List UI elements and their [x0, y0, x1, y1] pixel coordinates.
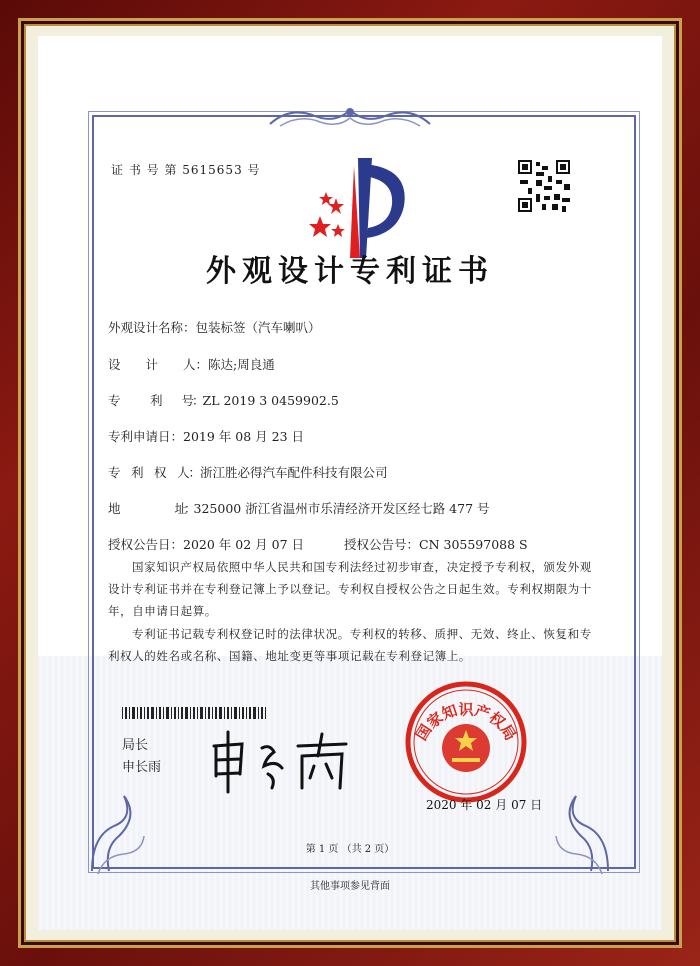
field-patentee	[108, 463, 388, 481]
field-grant-date	[108, 535, 304, 553]
field-grant-number	[344, 535, 528, 553]
barcode	[122, 707, 268, 719]
field-label: 授权公告日：	[108, 537, 184, 552]
field-value: 2020 年 02 月 07 日	[183, 537, 305, 552]
field-address	[108, 499, 490, 517]
field-value: 2019 年 08 月 23 日	[183, 429, 305, 444]
top-ornament-icon	[260, 102, 440, 132]
field-patent-number	[108, 391, 339, 409]
field-application-date	[108, 427, 304, 445]
seal-date: 2020 年 02 月 07 日	[426, 798, 543, 812]
corner-ornament-icon	[84, 776, 154, 876]
field-value: 325000 浙江省温州市乐清经济开发区经七路 477 号	[193, 501, 490, 516]
handwritten-signature	[206, 726, 356, 796]
field-value: ZL 2019 3 0459902.5	[202, 393, 339, 408]
footer-note: 其他事项参见背面	[310, 881, 390, 892]
field-label: 授权公告号：	[344, 537, 420, 552]
page-number: 第 1 页 （共 2 页）	[305, 844, 395, 855]
field-label: 外观设计名称：	[108, 320, 196, 335]
certificate-number: 证 书 号 第 5615653 号	[111, 163, 261, 177]
field-value: CN 305597088 S	[419, 537, 528, 552]
field-label: 地 址：	[108, 501, 194, 516]
signer-name: 申长雨	[122, 760, 162, 775]
field-label: 设 计 人：	[108, 357, 209, 372]
seal-text: 国家知识产权局	[412, 700, 520, 744]
certificate-title: 外观设计专利证书	[206, 254, 494, 289]
field-value: 浙江胜必得汽车配件科技有限公司	[200, 465, 388, 480]
field-designer	[108, 355, 275, 373]
certificate-paper	[38, 36, 662, 930]
signer-title: 局长	[122, 738, 149, 753]
corner-ornament-icon	[546, 776, 616, 876]
field-value: 包装标签（汽车喇叭）	[195, 320, 321, 335]
body-paragraph-1: 国家知识产权局依照中华人民共和国专利法经过初步审查，决定授予专利权，颁发外观设计专利证书并在专利登记簿上予以登记。专利权自授权公告之日起生效。专利权期限为十年，自申请日起算。	[108, 560, 592, 618]
field-label: 专 利 号：	[108, 393, 203, 408]
official-seal	[404, 680, 528, 804]
body-paragraph-2: 专利证书记载专利权登记时的法律状况。专利权的转移、质押、无效、终止、恢复和专利权人的姓名或名称、国籍、地址变更等事项记载在专利登记簿上。	[108, 627, 592, 663]
field-value: 陈达;周良通	[208, 357, 275, 372]
qr-code	[516, 158, 572, 214]
field-design-name	[108, 318, 321, 336]
field-label: 专 利 权 人：	[108, 465, 201, 480]
field-label: 专利申请日：	[108, 429, 184, 444]
